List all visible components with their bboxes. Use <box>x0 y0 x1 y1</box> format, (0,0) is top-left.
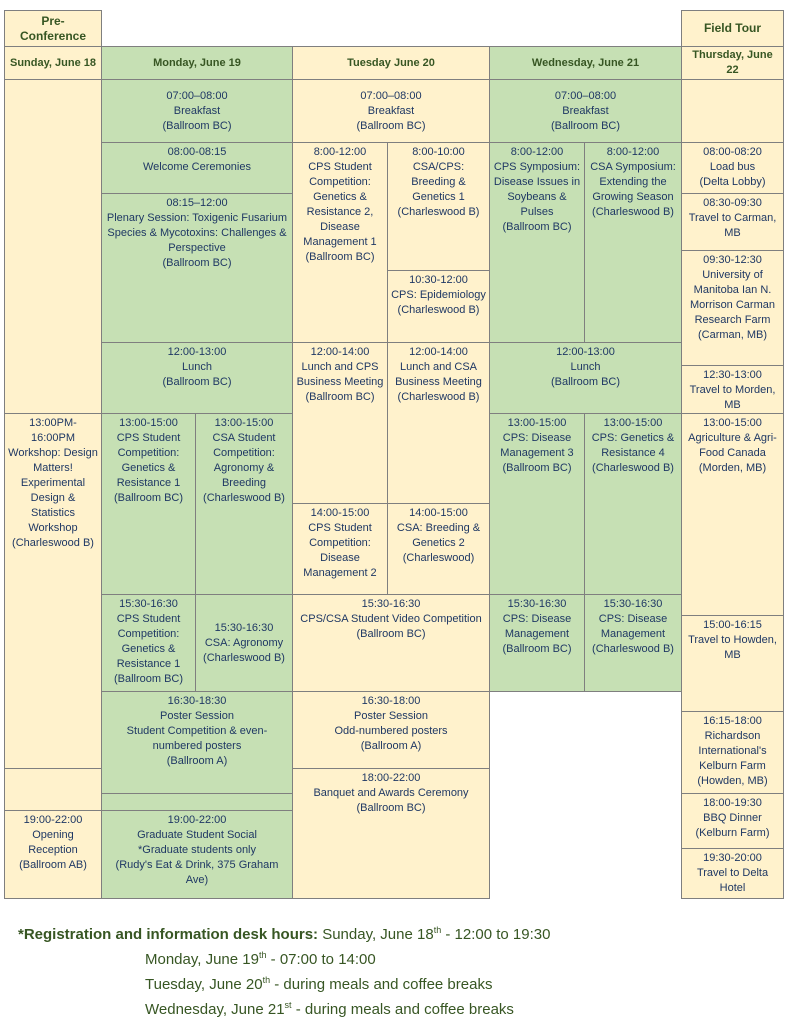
wednesday-cps-disease-management-3: 13:00-15:00 CPS: Disease Management 3 (Ballroom BC) <box>489 413 585 595</box>
monday-plenary: 08:15–12:00 Plenary Session: Toxigenic Fusarium Species & Mycotoxins: Challenges & Perspective (Ballroom BC) <box>101 193 293 343</box>
wednesday-breakfast: 07:00–08:00 Breakfast (Ballroom BC) <box>489 79 682 143</box>
thursday-travel-morden: 12:30-13:00 Travel to Morden, MB <box>681 365 784 414</box>
monday-cps-genetics-resistance-1-pm: 15:30-16:30 CPS Student Competition: Genetics & Resistance 1 (Ballroom BC) <box>101 594 196 692</box>
wednesday-cps-disease-management-b: 15:30-16:30 CPS: Disease Management (Charleswood B) <box>584 594 682 692</box>
monday-breakfast: 07:00–08:00 Breakfast (Ballroom BC) <box>101 79 293 143</box>
thursday-bbq-dinner: 18:00-19:30 BBQ Dinner (Kelburn Farm) <box>681 793 784 849</box>
tuesday-banquet: 18:00-22:00 Banquet and Awards Ceremony (Ballroom BC) <box>292 768 490 899</box>
thursday-university-manitoba: 09:30-12:30 University of Manitoba Ian N. Morrison Carman Research Farm (Carman, MB) <box>681 250 784 366</box>
wednesday-cps-symposium: 8:00-12:00 CPS Symposium: Disease Issues in Soybeans & Pulses (Ballroom BC) <box>489 142 585 343</box>
registration-line-tuesday: Tuesday, June 20th - during meals and coffee breaks <box>145 975 493 993</box>
tuesday-cps-disease-management-2: 14:00-15:00 CPS Student Competition: Disease Management 2 <box>292 503 388 595</box>
header-tuesday: Tuesday June 20 <box>292 46 490 80</box>
tuesday-lunch-cps: 12:00-14:00 Lunch and CPS Business Meeting (Ballroom BC) <box>292 342 388 504</box>
tuesday-cps-genetics-resistance-2: 8:00-12:00 CPS Student Competition: Genetics & Resistance 2, Disease Management 1 (Ballroom BC) <box>292 142 388 343</box>
registration-label: *Registration and information desk hours: <box>18 926 319 943</box>
wednesday-lunch: 12:00-13:00 Lunch (Ballroom BC) <box>489 342 682 414</box>
sunday-empty-morning <box>4 79 102 414</box>
thursday-travel-carman: 08:30-09:30 Travel to Carman, MB <box>681 193 784 251</box>
monday-graduate-social: 19:00-22:00 Graduate Student Social *Graduate students only (Rudy's Eat & Drink, 375 Graham Ave) <box>101 810 293 899</box>
tuesday-csa-breeding-genetics-1: 8:00-10:00 CSA/CPS: Breeding & Genetics 1 (Charleswood B) <box>387 142 490 271</box>
header-monday: Monday, June 19 <box>101 46 293 80</box>
tuesday-video-competition: 15:30-16:30 CPS/CSA Student Video Competition (Ballroom BC) <box>292 594 490 692</box>
thursday-empty-morning <box>681 79 784 143</box>
sunday-workshop: 13:00PM-16:00PM Workshop: Design Matters! Experimental Design & Statistics Workshop (Charleswood B) <box>4 413 102 769</box>
monday-csa-agronomy-breeding: 13:00-15:00 CSA Student Competition: Agronomy & Breeding (Charleswood B) <box>195 413 293 595</box>
header-wednesday: Wednesday, June 21 <box>489 46 682 80</box>
sunday-opening-reception: 19:00-22:00 Opening Reception (Ballroom AB) <box>4 810 102 899</box>
header-field-tour: Field Tour <box>681 10 784 47</box>
monday-gap <box>101 793 293 811</box>
thursday-load-bus: 08:00-08:20 Load bus (Delta Lobby) <box>681 142 784 194</box>
thursday-travel-howden: 15:00-16:15 Travel to Howden, MB <box>681 615 784 712</box>
header-sunday: Sunday, June 18 <box>4 46 102 80</box>
monday-csa-agronomy: 15:30-16:30 CSA: Agronomy (Charleswood B) <box>195 594 293 692</box>
wednesday-cps-genetics-resistance-4: 13:00-15:00 CPS: Genetics & Resistance 4 (Charleswood B) <box>584 413 682 595</box>
registration-line-monday: Monday, June 19th - 07:00 to 14:00 <box>145 950 376 968</box>
thursday-travel-delta: 19:30-20:00 Travel to Delta Hotel <box>681 848 784 899</box>
tuesday-lunch-csa: 12:00-14:00 Lunch and CSA Business Meeting (Charleswood B) <box>387 342 490 504</box>
monday-lunch: 12:00-13:00 Lunch (Ballroom BC) <box>101 342 293 414</box>
header-thursday: Thursday, June 22 <box>681 46 784 80</box>
monday-welcome: 08:00-08:15 Welcome Ceremonies <box>101 142 293 194</box>
tuesday-breakfast: 07:00–08:00 Breakfast (Ballroom BC) <box>292 79 490 143</box>
thursday-agriculture-canada: 13:00-15:00 Agriculture & Agri-Food Canada (Morden, MB) <box>681 413 784 616</box>
tuesday-csa-breeding-genetics-2: 14:00-15:00 CSA: Breeding & Genetics 2 (Charleswood) <box>387 503 490 595</box>
sunday-empty-evening <box>4 768 102 811</box>
monday-poster-session: 16:30-18:30 Poster Session Student Competition & even-numbered posters (Ballroom A) <box>101 691 293 794</box>
header-pre-conference: Pre- Conference <box>4 10 102 47</box>
tuesday-poster-session: 16:30-18:00 Poster Session Odd-numbered posters (Ballroom A) <box>292 691 490 769</box>
monday-cps-genetics-resistance-1: 13:00-15:00 CPS Student Competition: Genetics & Resistance 1 (Ballroom BC) <box>101 413 196 595</box>
thursday-richardson-farm: 16:15-18:00 Richardson International's Kelburn Farm (Howden, MB) <box>681 711 784 794</box>
wednesday-csa-symposium: 8:00-12:00 CSA Symposium: Extending the Growing Season (Charleswood B) <box>584 142 682 343</box>
registration-line-wednesday: Wednesday, June 21st - during meals and coffee breaks <box>145 1000 514 1018</box>
tuesday-cps-epidemiology: 10:30-12:00 CPS: Epidemiology (Charleswood B) <box>387 270 490 343</box>
wednesday-cps-disease-management-a: 15:30-16:30 CPS: Disease Management (Ballroom BC) <box>489 594 585 692</box>
registration-line-sunday: *Registration and information desk hours: Sunday, June 18th - 12:00 to 19:30 <box>18 925 551 943</box>
registration-notes <box>18 920 778 1020</box>
